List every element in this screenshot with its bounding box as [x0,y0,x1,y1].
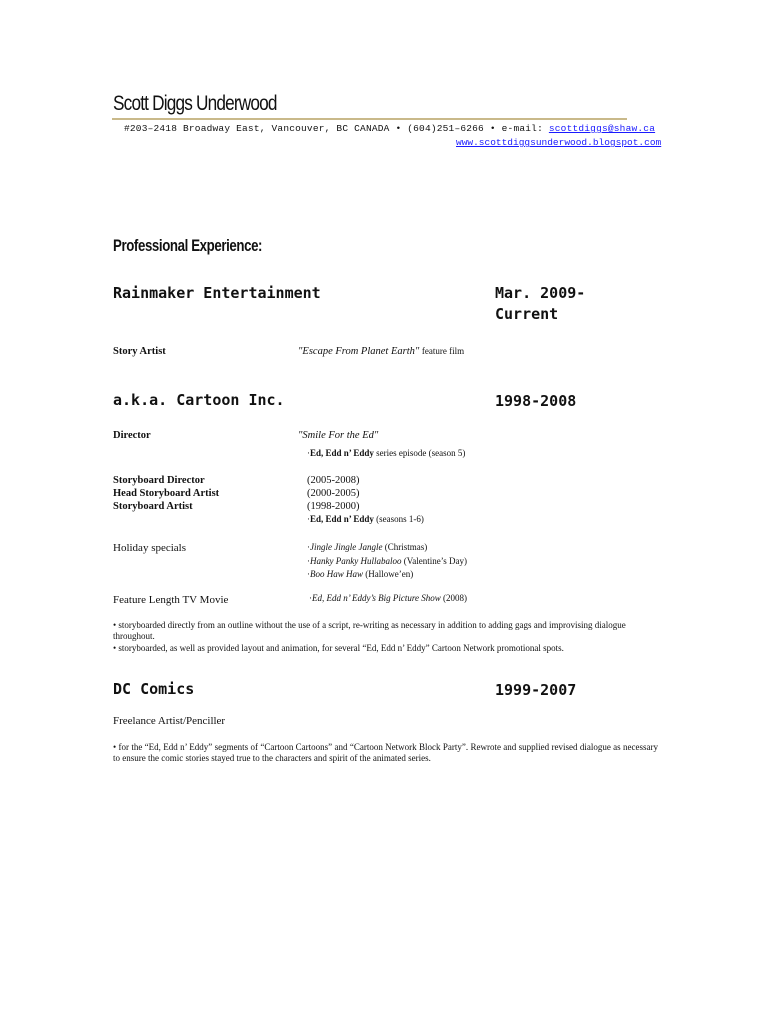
movie-year: (2008) [442,593,467,603]
movie-label: Feature Length TV Movie [113,594,229,606]
movie-title: Ed, Edd n’ Eddy’s Big Picture Show [312,593,441,603]
years-2: (2000-2005) [307,488,360,499]
dc-note: • for the “Ed, Edd n’ Eddy” segments of “Cartoon Cartoons” and “Cartoon Network Block Party”. Rewrote and supplied revised dialogue as necessary to ensure the comic stories stayed true to the characters and spirit of the animated series. [113,742,658,763]
director-project: "Smile For the Ed" [298,430,379,441]
date-rainmaker [495,283,585,325]
project-title: "Escape From Planet Earth" [298,346,420,357]
seasons-detail: (seasons 1-6) [376,514,424,524]
cartoon-note-1: • storyboarded directly from an outline without the use of a script, re-writing as necessary in addition to adding gags and improvising dialogue throughout. [113,620,626,641]
company-rainmaker: Rainmaker Entertainment [113,284,321,302]
role-director: Director [113,430,151,441]
contact-address: #203–2418 Broadway East, Vancouver, BC CANADA • (604)251–6266 • e-mail: [124,123,543,134]
company-dc: DC Comics [113,680,195,698]
cartoon-note-2: • storyboarded, as well as provided layout and animation, for several “Ed, Edd n’ Eddy” Cartoon Network promotional spots. [113,643,564,653]
header-rule [112,118,627,120]
email-link[interactable]: scottdiggs@shaw.ca [548,123,656,134]
role-story-artist: Story Artist [113,346,166,357]
role-freelance: Freelance Artist/Penciller [113,715,226,727]
role-storyboard-director: Storyboard Director [113,475,205,486]
storyboard-roles [113,474,219,513]
contact-line [124,123,655,134]
seasons-line: ·Ed, Edd n’ Eddy (seasons 1-6) [307,514,424,524]
resume-name: Scott Diggs Underwood [113,92,277,115]
date-line-1: Mar. 2009- [495,284,586,302]
date-dc: 1999-2007 [495,681,577,699]
years-3: (1998-2000) [307,501,360,512]
holiday-item: ·Hanky Panky Hullabaloo (Valentine’s Day) [307,555,467,566]
holiday-item: ·Jingle Jingle Jangle (Christmas) [307,542,428,552]
director-show: Ed, Edd n’ Eddy [310,448,374,458]
date-cartoon: 1998-2008 [495,392,577,410]
website-link[interactable]: www.scottdiggsunderwood.blogspot.com [456,137,662,148]
role-head-storyboard-artist: Head Storyboard Artist [113,488,220,499]
role-storyboard-artist: Storyboard Artist [113,501,193,512]
holiday-item: ·Boo Haw Haw (Hallowe’en) [307,569,414,579]
project-escape [298,346,464,357]
seasons-show: Ed, Edd n’ Eddy [310,514,374,524]
storyboard-years [307,474,360,513]
company-cartoon: a.k.a. Cartoon Inc. [113,391,285,409]
date-line-2: Current [495,305,559,323]
holiday-label: Holiday specials [113,542,187,554]
director-show-line: ·Ed, Edd n’ Eddy series episode (season 5) [307,448,466,458]
project-suffix: feature film [421,346,465,356]
movie-line: ·Ed, Edd n’ Eddy’s Big Picture Show (2008) [309,593,467,603]
holiday-list [307,541,467,582]
years-1: (2005-2008) [307,475,360,486]
section-title: Professional Experience: [113,236,263,255]
director-detail: series episode (season 5) [376,448,466,458]
